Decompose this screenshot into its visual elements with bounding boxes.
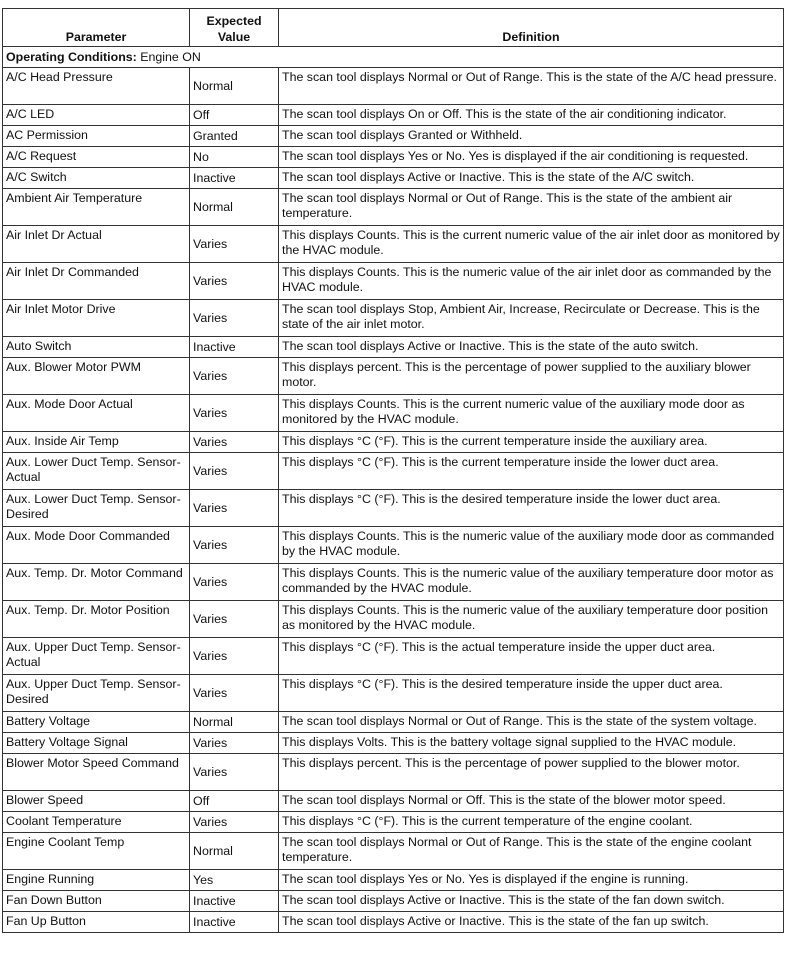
header-expected-value: Expected Value bbox=[190, 9, 279, 47]
definition-cell: This displays °C (°F). This is the desired temperature inside the upper duct area. bbox=[279, 675, 784, 712]
expected-value-cell: Inactive bbox=[190, 337, 279, 358]
expected-value-cell: Normal bbox=[190, 189, 279, 226]
table-row bbox=[3, 358, 784, 395]
parameter-cell: Blower Motor Speed Command bbox=[3, 754, 190, 791]
parameter-cell: Aux. Upper Duct Temp. Sensor-Actual bbox=[3, 638, 190, 675]
definition-cell: The scan tool displays Active or Inactive. This is the state of the A/C switch. bbox=[279, 168, 784, 189]
table-row bbox=[3, 564, 784, 601]
definition-cell: This displays Counts. This is the numeric value of the air inlet door as commanded by the HVAC module. bbox=[279, 263, 784, 300]
parameter-cell: Aux. Inside Air Temp bbox=[3, 432, 190, 453]
parameter-cell: Aux. Upper Duct Temp. Sensor-Desired bbox=[3, 675, 190, 712]
parameter-cell: Air Inlet Motor Drive bbox=[3, 300, 190, 337]
definition-cell: The scan tool displays Yes or No. Yes is displayed if the engine is running. bbox=[279, 870, 784, 891]
table-row bbox=[3, 733, 784, 754]
table-row bbox=[3, 601, 784, 638]
expected-value-cell: Varies bbox=[190, 675, 279, 712]
table-body bbox=[3, 47, 784, 933]
table-row bbox=[3, 754, 784, 791]
parameter-cell: Engine Running bbox=[3, 870, 190, 891]
expected-value-cell: Off bbox=[190, 105, 279, 126]
table-row bbox=[3, 833, 784, 870]
definition-cell: The scan tool displays Active or Inactive. This is the state of the auto switch. bbox=[279, 337, 784, 358]
parameter-cell: A/C Head Pressure bbox=[3, 68, 190, 105]
expected-value-cell: Varies bbox=[190, 490, 279, 527]
expected-value-cell: Varies bbox=[190, 226, 279, 263]
definition-cell: This displays °C (°F). This is the current temperature inside the auxiliary area. bbox=[279, 432, 784, 453]
definition-cell: This displays °C (°F). This is the current temperature inside the lower duct area. bbox=[279, 453, 784, 490]
expected-value-cell: Yes bbox=[190, 870, 279, 891]
parameter-cell: Air Inlet Dr Actual bbox=[3, 226, 190, 263]
parameter-cell: Auto Switch bbox=[3, 337, 190, 358]
table-row bbox=[3, 791, 784, 812]
expected-value-cell: Inactive bbox=[190, 912, 279, 933]
header-row bbox=[3, 9, 784, 47]
table-row bbox=[3, 432, 784, 453]
expected-value-cell: No bbox=[190, 147, 279, 168]
table-row bbox=[3, 263, 784, 300]
expected-value-cell: Varies bbox=[190, 453, 279, 490]
table-row bbox=[3, 812, 784, 833]
expected-value-cell: Varies bbox=[190, 754, 279, 791]
table-row bbox=[3, 68, 784, 105]
definition-cell: This displays Counts. This is the current numeric value of the auxiliary mode door as monitored by the HVAC module. bbox=[279, 395, 784, 432]
parameter-cell: Aux. Blower Motor PWM bbox=[3, 358, 190, 395]
expected-value-cell: Varies bbox=[190, 263, 279, 300]
expected-value-cell: Varies bbox=[190, 601, 279, 638]
table-row bbox=[3, 126, 784, 147]
definition-cell: The scan tool displays Stop, Ambient Air, Increase, Recirculate or Decrease. This is the state of the air inlet motor. bbox=[279, 300, 784, 337]
parameter-cell: A/C Switch bbox=[3, 168, 190, 189]
definition-cell: The scan tool displays Normal or Out of Range. This is the state of the ambient air temperature. bbox=[279, 189, 784, 226]
parameter-cell: Aux. Lower Duct Temp. Sensor-Desired bbox=[3, 490, 190, 527]
operating-conditions-label: Operating Conditions: bbox=[6, 49, 137, 64]
parameter-cell: Battery Voltage bbox=[3, 712, 190, 733]
expected-value-cell: Granted bbox=[190, 126, 279, 147]
expected-value-cell: Varies bbox=[190, 527, 279, 564]
header-definition: Definition bbox=[279, 9, 784, 47]
expected-value-cell: Varies bbox=[190, 812, 279, 833]
definition-cell: This displays Counts. This is the numeric value of the auxiliary mode door as commanded by the HVAC module. bbox=[279, 527, 784, 564]
definition-cell: This displays Counts. This is the numeric value of the auxiliary temperature door motor as commanded by the HVAC module. bbox=[279, 564, 784, 601]
expected-value-cell: Varies bbox=[190, 432, 279, 453]
definition-cell: The scan tool displays Yes or No. Yes is displayed if the air conditioning is requested. bbox=[279, 147, 784, 168]
expected-value-cell: Varies bbox=[190, 733, 279, 754]
definition-cell: This displays °C (°F). This is the desired temperature inside the lower duct area. bbox=[279, 490, 784, 527]
expected-value-cell: Inactive bbox=[190, 891, 279, 912]
table-row bbox=[3, 453, 784, 490]
expected-value-cell: Varies bbox=[190, 638, 279, 675]
parameter-cell: Engine Coolant Temp bbox=[3, 833, 190, 870]
expected-value-cell: Normal bbox=[190, 833, 279, 870]
expected-value-cell: Varies bbox=[190, 300, 279, 337]
definition-cell: This displays °C (°F). This is the current temperature of the engine coolant. bbox=[279, 812, 784, 833]
table-row bbox=[3, 638, 784, 675]
parameter-table-container bbox=[2, 8, 783, 933]
definition-cell: The scan tool displays Normal or Out of Range. This is the state of the A/C head pressure. bbox=[279, 68, 784, 105]
header-parameter: Parameter bbox=[3, 9, 190, 47]
definition-cell: The scan tool displays On or Off. This is the state of the air conditioning indicator. bbox=[279, 105, 784, 126]
table-row bbox=[3, 226, 784, 263]
expected-value-cell: Varies bbox=[190, 358, 279, 395]
parameter-cell: Fan Up Button bbox=[3, 912, 190, 933]
expected-value-cell: Normal bbox=[190, 68, 279, 105]
parameter-cell: Aux. Lower Duct Temp. Sensor-Actual bbox=[3, 453, 190, 490]
table-row bbox=[3, 712, 784, 733]
operating-conditions-value: Engine ON bbox=[140, 49, 201, 64]
table-row bbox=[3, 870, 784, 891]
parameter-cell: Coolant Temperature bbox=[3, 812, 190, 833]
expected-value-cell: Off bbox=[190, 791, 279, 812]
definition-cell: This displays °C (°F). This is the actual temperature inside the upper duct area. bbox=[279, 638, 784, 675]
parameter-cell: Fan Down Button bbox=[3, 891, 190, 912]
expected-value-cell: Varies bbox=[190, 564, 279, 601]
parameter-cell: Air Inlet Dr Commanded bbox=[3, 263, 190, 300]
table-row bbox=[3, 395, 784, 432]
table-row bbox=[3, 891, 784, 912]
operating-conditions bbox=[3, 47, 784, 68]
expected-value-cell: Varies bbox=[190, 395, 279, 432]
definition-cell: The scan tool displays Normal or Out of Range. This is the state of the system voltage. bbox=[279, 712, 784, 733]
definition-cell: The scan tool displays Normal or Out of Range. This is the state of the engine coolant temperature. bbox=[279, 833, 784, 870]
parameter-cell: Ambient Air Temperature bbox=[3, 189, 190, 226]
table-row bbox=[3, 105, 784, 126]
table-row bbox=[3, 300, 784, 337]
expected-value-cell: Normal bbox=[190, 712, 279, 733]
parameter-cell: Aux. Mode Door Commanded bbox=[3, 527, 190, 564]
condition-row bbox=[3, 47, 784, 68]
definition-cell: This displays Counts. This is the numeric value of the auxiliary temperature door position as monitored by the HVAC module. bbox=[279, 601, 784, 638]
parameter-cell: A/C Request bbox=[3, 147, 190, 168]
table-row bbox=[3, 337, 784, 358]
definition-cell: This displays Volts. This is the battery voltage signal supplied to the HVAC module. bbox=[279, 733, 784, 754]
parameter-cell: Battery Voltage Signal bbox=[3, 733, 190, 754]
definition-cell: This displays Counts. This is the current numeric value of the air inlet door as monitored by the HVAC module. bbox=[279, 226, 784, 263]
parameter-cell: Aux. Temp. Dr. Motor Position bbox=[3, 601, 190, 638]
parameter-cell: Blower Speed bbox=[3, 791, 190, 812]
definition-cell: This displays percent. This is the percentage of power supplied to the blower motor. bbox=[279, 754, 784, 791]
table-row bbox=[3, 675, 784, 712]
parameter-cell: AC Permission bbox=[3, 126, 190, 147]
parameter-cell: A/C LED bbox=[3, 105, 190, 126]
parameter-table bbox=[2, 8, 784, 933]
expected-value-cell: Inactive bbox=[190, 168, 279, 189]
definition-cell: The scan tool displays Normal or Off. This is the state of the blower motor speed. bbox=[279, 791, 784, 812]
table-row bbox=[3, 912, 784, 933]
parameter-cell: Aux. Mode Door Actual bbox=[3, 395, 190, 432]
definition-cell: The scan tool displays Granted or Withheld. bbox=[279, 126, 784, 147]
table-row bbox=[3, 147, 784, 168]
table-row bbox=[3, 168, 784, 189]
parameter-cell: Aux. Temp. Dr. Motor Command bbox=[3, 564, 190, 601]
definition-cell: The scan tool displays Active or Inactive. This is the state of the fan up switch. bbox=[279, 912, 784, 933]
table-row bbox=[3, 490, 784, 527]
table-row bbox=[3, 527, 784, 564]
definition-cell: This displays percent. This is the percentage of power supplied to the auxiliary blower motor. bbox=[279, 358, 784, 395]
table-row bbox=[3, 189, 784, 226]
definition-cell: The scan tool displays Active or Inactive. This is the state of the fan down switch. bbox=[279, 891, 784, 912]
